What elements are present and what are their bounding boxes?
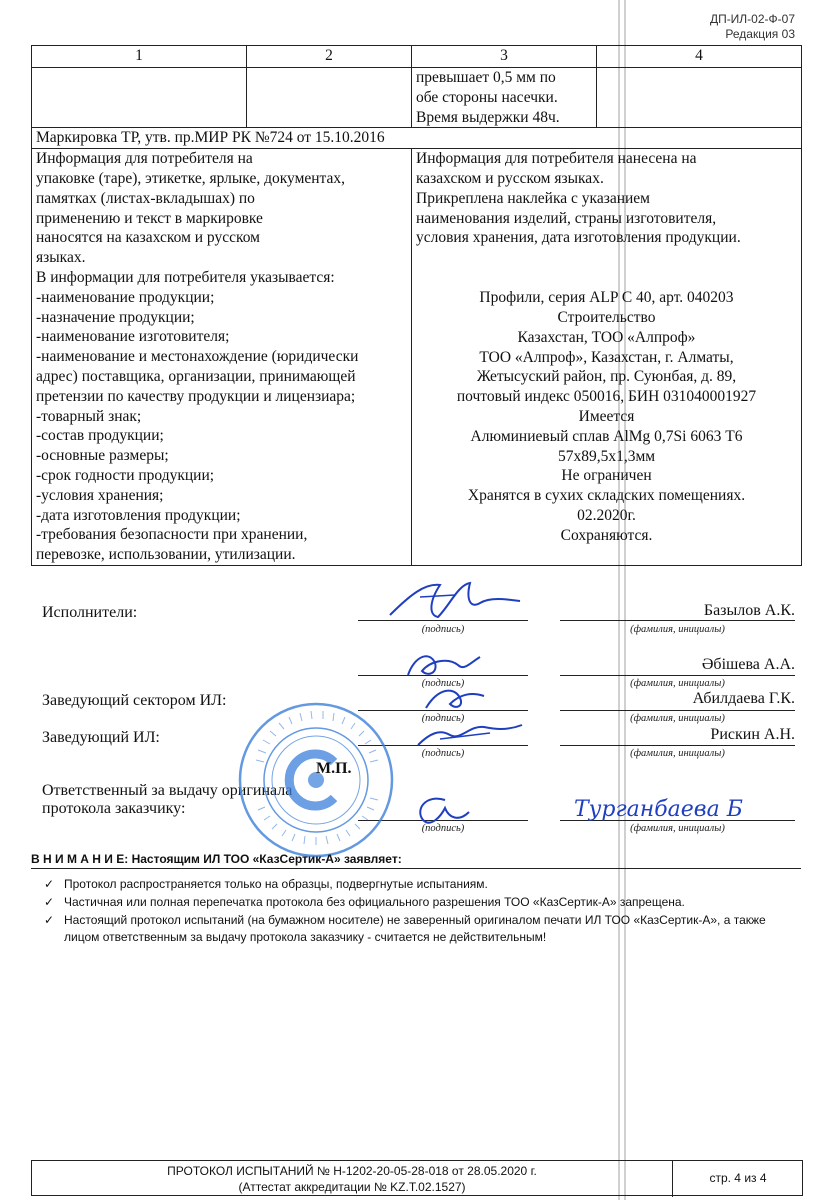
sector-head-label: Заведующий сектором ИЛ:: [42, 692, 227, 709]
result-value-line: Алюминиевый сплав AlMg 0,7Si 6063 Т6: [470, 427, 743, 445]
requirement-line: -наименование изготовителя;: [36, 328, 230, 346]
executor-name-2: Әбішева А.А.: [701, 656, 795, 673]
result-value-line: Профили, серия ALP C 40, арт. 040203: [479, 289, 734, 307]
column-number: 2: [247, 46, 412, 68]
footer-protocol-info: [32, 1161, 673, 1197]
result-value-line: Хранятся в сухих складских помещениях.: [467, 487, 746, 505]
protocol-number: ПРОТОКОЛ ИСПЫТАНИЙ № Н-1202-20-05-28-018 от 28.05.2020 г.: [167, 1164, 537, 1178]
signature-caption: (подпись): [421, 624, 465, 635]
column-number: 1: [32, 46, 247, 68]
requirement-line: применению и текст в маркировке: [36, 209, 263, 227]
form-code: ДП-ИЛ-02-Ф-07: [709, 12, 795, 26]
signature-bazylov: [380, 575, 530, 625]
requirement-line: В информации для потребителя указывается:: [36, 268, 335, 286]
requirement-line: -дата изготовления продукции;: [36, 506, 241, 524]
results-table: [31, 45, 802, 566]
result-value-line: почтовый индекс 050016, БИН 031040001927: [456, 388, 757, 406]
requirement-line: наносятся на казахском и русском: [36, 229, 260, 247]
stamp-mp-mark: М.П.: [316, 760, 352, 777]
requirement-line: претензии по качеству продукции и лицензиара;: [36, 387, 356, 405]
name-caption: (фамилия, инициалы): [630, 624, 725, 635]
document-code: [710, 12, 795, 42]
marking-title: Маркировка ТР, утв. пр.МИР РК №724 от 15.10.2016: [32, 128, 802, 149]
divider: [31, 868, 801, 869]
name-caption: (фамилия, инициалы): [630, 823, 725, 834]
column-number-row: [32, 46, 802, 68]
column-number: 3: [412, 46, 597, 68]
page-footer: [31, 1160, 803, 1196]
result-value-line: Имеется: [578, 407, 635, 425]
name-line: [560, 745, 795, 746]
requirements-cell: [32, 149, 412, 566]
requirement-line: адрес) поставщика, организации, принимающей: [36, 367, 356, 385]
results-cell: [412, 149, 802, 566]
signature-riskin: [410, 715, 530, 755]
consumer-info-row: [32, 149, 802, 566]
accreditation: (Аттестат аккредитации № KZ.T.02.1527): [238, 1180, 466, 1194]
edition: Редакция 03: [725, 27, 795, 41]
signature-caption: (подпись): [421, 678, 465, 689]
requirement-line: памятках (листах-вкладышах) по: [36, 189, 255, 207]
result-value-line: Казахстан, ТОО «Алпроф»: [517, 328, 696, 346]
signature-abildaeva: [420, 680, 490, 715]
result-value-line: Строительство: [557, 308, 656, 326]
result-intro-line: условия хранения, дата изготовления продукции.: [416, 229, 741, 247]
check-icon: ✓: [44, 877, 55, 891]
requirement-line: -наименование продукции;: [36, 288, 215, 306]
signature-responsible: [405, 790, 475, 830]
svg-text:Турганбаева Б: Турганбаева Б: [574, 797, 743, 822]
name-caption: (фамилия, инициалы): [630, 678, 725, 689]
previous-row-continuation: [32, 68, 802, 128]
attention-heading: В Н И М А Н И Е: Настоящим ИЛ ТОО «КазСертик-А» заявляет:: [31, 852, 402, 866]
handwritten-responsible-name: [570, 792, 800, 828]
signature-caption: (подпись): [421, 748, 465, 759]
requirement-line: Информация для потребителя на: [36, 150, 253, 168]
responsible-label: Ответственный за выдачу оригинала протокола заказчику:: [42, 782, 293, 817]
requirement-line: упаковке (таре), этикетке, ярлыке, документах,: [36, 169, 346, 187]
result-value-line: Не ограничен: [561, 467, 652, 485]
result-intro-line: казахском и русском языках.: [416, 169, 604, 187]
organization-stamp: [236, 700, 396, 860]
name-caption: (фамилия, инициалы): [630, 748, 725, 759]
requirement-line: -назначение продукции;: [36, 308, 195, 326]
lab-head-name: Рискин А.Н.: [710, 726, 795, 743]
signature-caption: (подпись): [421, 823, 465, 834]
result-intro-line: Прикреплена наклейка с указанием: [416, 189, 650, 207]
check-icon: ✓: [44, 895, 55, 909]
name-line: [560, 675, 795, 676]
name-line: [560, 620, 795, 621]
requirement-line: -основные размеры;: [36, 447, 169, 465]
requirement-line: -состав продукции;: [36, 427, 164, 445]
name-caption: (фамилия, инициалы): [630, 713, 725, 724]
requirement-line: -требования безопасности при хранении,: [36, 526, 308, 544]
marking-row: [32, 128, 802, 149]
note-item: ✓ Протокол распространяется только на образцы, подвергнутые испытаниям.: [44, 877, 488, 891]
requirement-line: языках.: [36, 249, 86, 267]
page-number: стр. 4 из 4: [709, 1171, 767, 1185]
column-number: 4: [597, 46, 802, 68]
note-item: ✓ Настоящий протокол испытаний (на бумажном носителе) не заверенный оригиналом печати ИЛ ТОО «КазСертик-А», а также лицом ответственным за выдачу протокола заказчику - считается не действительным!: [44, 913, 766, 944]
signature-abisheva: [400, 645, 500, 685]
result-value-line: Сохраняются.: [560, 526, 653, 544]
notes-list: [44, 876, 796, 947]
result-intro-line: Информация для потребителя нанесена на: [416, 150, 697, 168]
result-value-line: Жетысуский район, пр. Суюнбая, д. 89,: [476, 368, 737, 386]
check-icon: ✓: [44, 913, 55, 927]
requirement-line: -срок годности продукции;: [36, 466, 215, 484]
result-value-line: ТОО «Алпроф», Казахстан, г. Алматы,: [479, 348, 734, 366]
lab-head-label: Заведующий ИЛ:: [42, 729, 160, 746]
executor-name-1: Базылов А.К.: [703, 602, 795, 619]
result-intro-line: наименования изделий, страны изготовителя,: [416, 209, 717, 227]
sector-head-name: Абилдаева Г.К.: [692, 690, 795, 707]
requirement-line: перевозке, использовании, утилизации.: [36, 546, 296, 564]
signature-caption: (подпись): [421, 713, 465, 724]
requirement-line: -товарный знак;: [36, 407, 142, 425]
requirement-line: -наименование и местонахождение (юридически: [36, 348, 359, 366]
result-value-line: 57x89,5x1,3мм: [557, 447, 656, 465]
requirement-line: -условия хранения;: [36, 486, 164, 504]
name-line: [560, 710, 795, 711]
result-value-line: 02.2020г.: [577, 506, 636, 524]
note-item: ✓ Частичная или полная перепечатка протокола без официального разрешения ТОО «КазСертик-А» запрещена.: [44, 895, 685, 909]
previous-row-result: превышает 0,5 мм по обе стороны насечки. Время выдержки 48ч.: [412, 68, 597, 128]
executors-label: Исполнители:: [42, 604, 138, 621]
